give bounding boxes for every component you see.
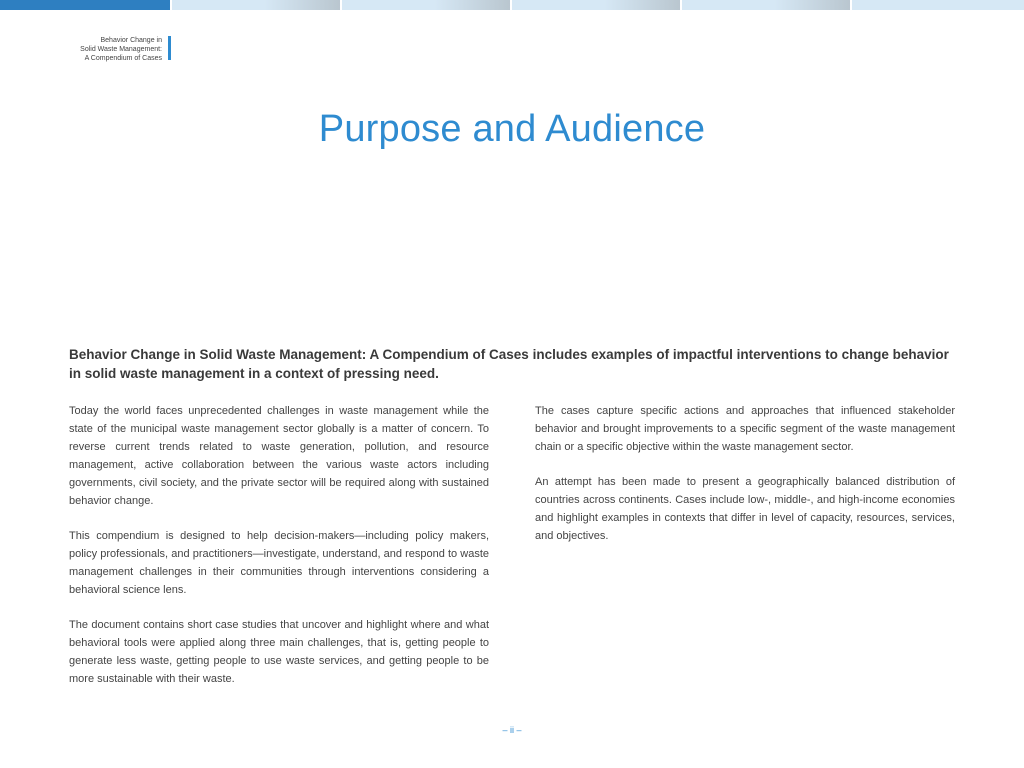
section-tab bbox=[342, 0, 510, 10]
body-paragraph: The cases capture specific actions and approaches that influenced stakeholder behavior and brought improvements to a specific segment of the waste management chain or a specific objective within the waste management sector. bbox=[535, 405, 955, 453]
running-head-line: Solid Waste Management: bbox=[80, 46, 162, 53]
section-tab bbox=[682, 0, 850, 10]
page-title: Purpose and Audience bbox=[318, 108, 706, 150]
body-paragraph: This compendium is designed to help decision-makers—including policy makers, policy professionals, and practitioners—investigate, understand, and respond to waste management challenges in their communities through interventions considering a behavioral science lens. bbox=[69, 530, 489, 596]
body-paragraph: The document contains short case studies that uncover and highlight where and what behavioral tools were applied along three main challenges, that is, getting people to generate less waste, getting people to use waste services, and getting people to be more sustainable with their waste. bbox=[69, 619, 489, 685]
lead-paragraph: Behavior Change in Solid Waste Management: A Compendium of Cases includes examples of impactful interventions to change behavior in solid waste management in a context of pressing need. bbox=[69, 347, 949, 381]
running-head-rule bbox=[168, 36, 171, 60]
section-tab bbox=[512, 0, 680, 10]
section-tab-active bbox=[0, 0, 170, 10]
body-paragraph: Today the world faces unprecedented challenges in waste management while the state of the municipal waste management sector globally is a matter of concern. To reverse current trends related to waste generation, pollution, and resource management, active collaboration between the various waste actors including governments, civil society, and the private sector will be required along with sustained behavior change. bbox=[69, 405, 489, 507]
right-column bbox=[535, 402, 955, 562]
running-head-line: Behavior Change in bbox=[100, 37, 162, 44]
left-column bbox=[69, 402, 489, 705]
page-number: – ii – bbox=[502, 725, 522, 735]
running-head bbox=[40, 36, 162, 63]
running-head-line: A Compendium of Cases bbox=[84, 55, 162, 62]
top-section-bar bbox=[0, 0, 1024, 10]
section-tab bbox=[852, 0, 1024, 10]
body-paragraph: An attempt has been made to present a geographically balanced distribution of countries across continents. Cases include low-, middle-, and high-income economies and highlight examples in contexts that differ in level of capacity, resources, services, and objectives. bbox=[535, 476, 955, 542]
section-tab bbox=[172, 0, 340, 10]
